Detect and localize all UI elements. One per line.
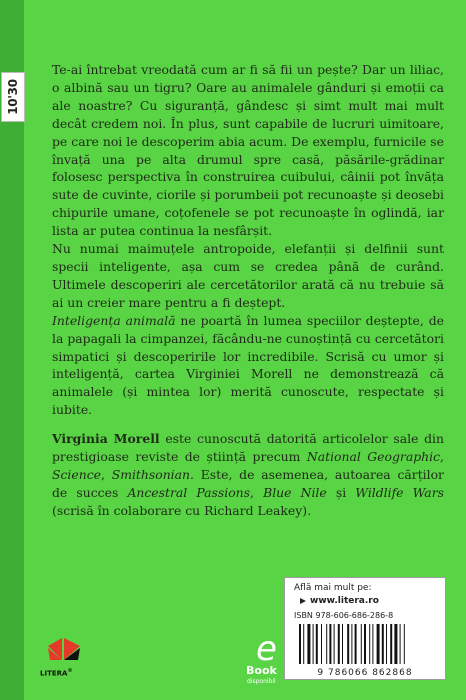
blurb-paragraph-3 [52, 312, 444, 419]
author-bio-text: . Este, de asemenea, autoarea cărților de succes [52, 466, 444, 500]
author-bio-text: , [250, 484, 264, 500]
info-title: Află mai mult pe: [294, 583, 372, 593]
blurb-paragraph-2: Nu numai maimuțele antropoide, elefanții și delfinii sunt specii inteligente, așa cum se credea până de curând. Ultimele descoperiri ale cercetătorilor arată că nu trebuie să ai un creier mare pentru a fi deștept. [52, 241, 444, 310]
author-bio [52, 430, 444, 520]
isbn-number: ISBN 978-606-686-286-8 [294, 611, 394, 620]
series-logo [1, 72, 25, 122]
ebook-availability: disponibil [247, 678, 276, 685]
svg-text:e: e [256, 629, 277, 669]
author-book-title: Blue Nile [263, 484, 327, 500]
blurb-paragraph-3-text: ne poartă în lumea speciilor deștepte, de la papagali la cimpanzei, făcându-ne cunoștință cu cercetători simpatici și descoperirile lor incredibile. Scrisă cu umor și inteligență, cartea Virginiei Morell ne demonstrează că animalele (și mintea lor) merită cunoscute, respectate și iubite. [52, 312, 444, 418]
blurb-text [52, 61, 444, 419]
isbn-info-box [284, 577, 446, 680]
author-name: Virginia Morell [52, 431, 160, 446]
magazine-name: Smithsonian [111, 466, 191, 482]
barcode-icon [295, 624, 435, 670]
author-book-title: Wildlife Wars [355, 484, 444, 500]
pointer-hand-icon [294, 596, 306, 606]
series-logo-text: 10'30 [6, 79, 21, 115]
author-bio-text: este cunoscută datorită articolelor sale din prestigioase reviste de știință precum [52, 431, 444, 464]
author-book-title: Ancestral Passions [127, 484, 251, 500]
author-bio-text: și [326, 484, 356, 500]
magazine-name: Science [52, 466, 101, 482]
book-title: Inteligența animală [52, 312, 176, 328]
publisher-name-text: LITERA [40, 669, 68, 678]
author-bio-text: (scrisă în colaborare cu Richard Leakey). [52, 502, 312, 518]
barcode-number: 9 786066 862868 [317, 668, 413, 678]
author-bio-text: , [100, 466, 112, 482]
author-bio-text: , [440, 448, 444, 464]
ebook-label: Book [246, 664, 277, 677]
magazine-name: National Geographic [306, 448, 441, 464]
publisher-name [40, 668, 72, 677]
registered-mark: ® [67, 668, 73, 674]
blurb-paragraph-1: Te-ai întrebat vreodată cum ar fi să fii un pește? Dar un liliac, o albină sau un tigru? Oare au animalele gânduri și emoții ca ale noastre? Cu siguranță, gândesc și simt mult mai mult decât credem noi. În plus, sunt capabile de lucruri uimitoare, pe care noi le descoperim abia acum. De exemplu, furnicile se învață una pe alta drumul spre casă, păsările-grădinar folosesc perspectiva în construirea cuibului, câinii pot învăța sute de cuvinte, ciorile și porumbeii pot recunoaște și deosebi chipurile umane, coțofenele se pot recunoaște în oglindă, iar lista ar putea continua la nesfârșit. [52, 62, 444, 239]
website-link[interactable]: www.litera.ro [310, 596, 379, 606]
website-row [294, 596, 379, 606]
